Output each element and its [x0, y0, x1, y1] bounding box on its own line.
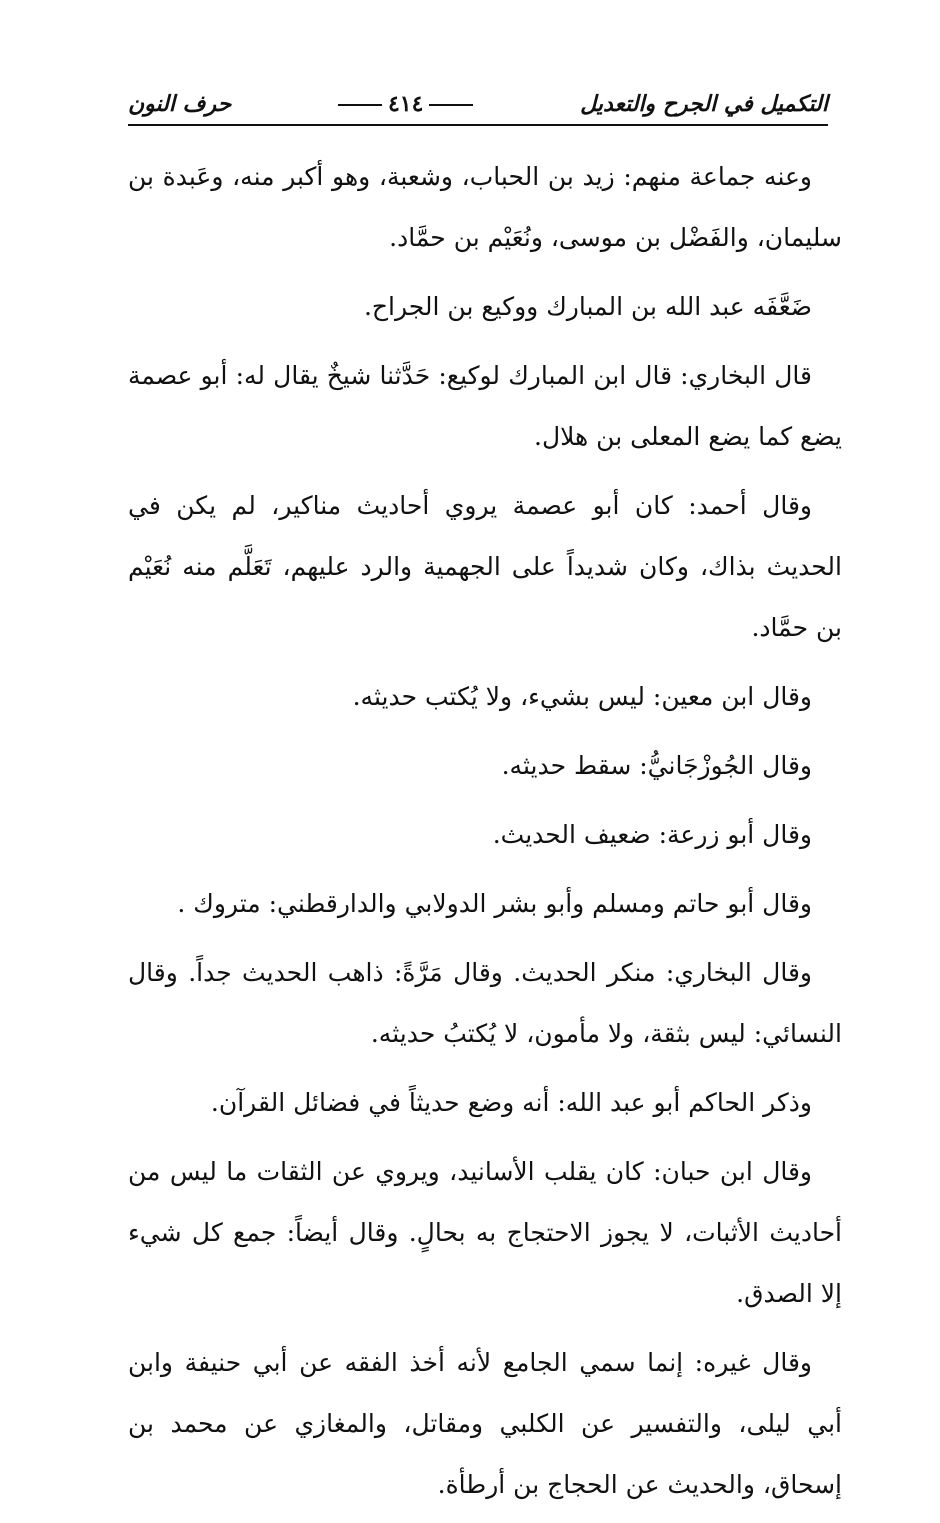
paragraph-others: وقال غيره: إنما سمي الجامع لأنه أخذ الفقه عن أبي حنيفة وابن أبي ليلى، والتفسير عن الكلبي ومقاتل، والمغازي عن محمد بن إسحاق، والحديث عن الحجاج بن أرطأة. [128, 1348, 842, 1499]
page-number: ٤١٤ [387, 91, 424, 117]
book-title: التكميل في الجرح والتعديل [580, 91, 828, 117]
paragraph-bukhari-nasai: وقال البخاري: منكر الحديث. وقال مَرَّةً: ذاهب الحديث جداً. وقال النسائي: ليس بثقة، ولا مأمون، لا يُكتبُ حديثه. [128, 958, 842, 1048]
paragraph-abu-zurah: وقال أبو زرعة: ضعيف الحديث. [492, 820, 812, 849]
paragraph-abu-hatim: وقال أبو حاتم ومسلم وأبو بشر الدولابي والدارقطني: متروك . [177, 889, 812, 918]
section-title: حرف النون [128, 91, 232, 117]
page-number-group [332, 91, 479, 117]
paragraph-ibn-maeen: وقال ابن معين: ليس بشيء، ولا يُكتب حديثه. [352, 682, 812, 711]
header-dash-left [338, 104, 382, 106]
paragraph-narrators: وعنه جماعة منهم: زيد بن الحباب، وشعبة، وهو أكبر منه، وعَبدة بن سليمان، والفَضْل بن موسى، ونُعَيْم بن حمَّاد. [128, 162, 842, 252]
body-text [128, 146, 842, 1523]
paragraph-hakim: وذكر الحاكم أبو عبد الله: أنه وضع حديثاً في فضائل القرآن. [210, 1088, 812, 1117]
running-header [128, 84, 828, 126]
paragraph-ahmad: وقال أحمد: كان أبو عصمة يروي أحاديث مناكير، لم يكن في الحديث بذاك، وكان شديداً على الجهمية والرد عليهم، تَعَلَّم منه نُعَيْم بن حمَّاد. [128, 491, 842, 642]
paragraph-juzjani: وقال الجُوزْجَانيُّ: سقط حديثه. [501, 751, 812, 780]
header-dash-right [429, 104, 473, 106]
paragraph-bukhari-quote: قال البخاري: قال ابن المبارك لوكيع: حَدَّثنا شيخٌ يقال له: أبو عصمة يضع كما يضع المعلى بن هلال. [128, 361, 842, 451]
paragraph-weakened: ضَعَّفَه عبد الله بن المبارك ووكيع بن الجراح. [363, 292, 812, 321]
paragraph-ibn-hibban: وقال ابن حبان: كان يقلب الأسانيد، ويروي عن الثقات ما ليس من أحاديث الأثبات، لا يجوز الاحتجاج به بحالٍ. وقال أيضاً: جمع كل شيء إلا الصدق. [128, 1157, 842, 1308]
